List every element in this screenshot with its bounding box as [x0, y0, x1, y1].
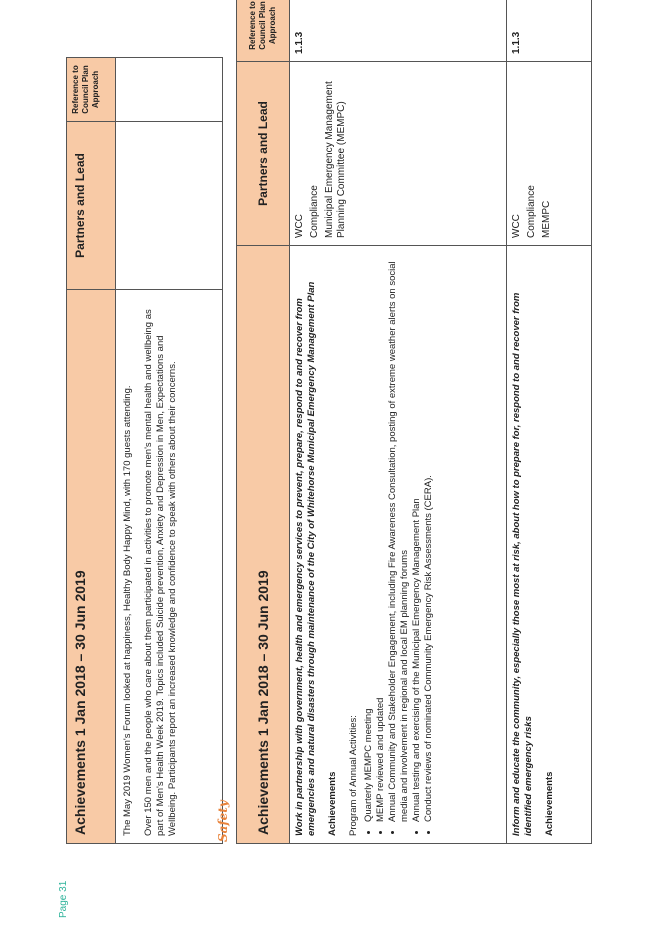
reference-value: 1.1.3 [511, 31, 522, 54]
partner-mempc: Municipal Emergency Management Planning Committee (MEMPC) [324, 81, 347, 238]
emergency-plan-heading: Work in partnership with government, health and emergency services to prevent, prepare, respond to and recover from emergencies and natural disasters through maintenance of the City of Whitehorse Municipal Emergency Management Plan [294, 281, 317, 836]
table-header-row [237, 0, 290, 844]
table-row [290, 0, 507, 844]
achievements-header: Achievements 1 Jan 2018 – 30 Jun 2019 [67, 290, 116, 844]
list-item: • Conduct reviews of nominated Community Emergency Risk Assessments (CERA). [423, 253, 435, 822]
achievements-label: Achievements [544, 771, 555, 836]
achievement-cell [290, 246, 507, 844]
partners-cell [116, 122, 223, 290]
reference-header: Reference to Council Plan Approach [237, 0, 290, 62]
list-item: • Annual testing and exercising of the Municipal Emergency Management Plan [411, 253, 423, 822]
list-item: • Quarterly MEMPC meeting [363, 253, 375, 822]
inform-educate-heading: Inform and educate the community, especially those most at risk, about how to prepare for, respond to and recover from identified emergency risks [511, 292, 534, 836]
reference-header: Reference to Council Plan Approach [67, 58, 116, 122]
reference-cell [116, 58, 223, 122]
table-header-row [67, 58, 116, 844]
safety-achievements-table [236, 0, 592, 844]
program-label: Program of Annual Activities: [348, 715, 359, 836]
partner-compliance: Compliance [526, 185, 537, 238]
list-item: • MEMP reviewed and updated [375, 253, 387, 822]
table-row [507, 0, 592, 844]
reference-cell [507, 0, 592, 62]
partner-wcc: WCC [511, 214, 522, 238]
section-heading-safety: Safety [216, 800, 230, 842]
mens-health-paragraph: Over 150 men and the people who care about them participated in activities to promote men's mental health and wellbeing as part of Men's Health Week 2019. Topics included Suicide prevention, Anxiety and Depression in Men, Expectations and Wellbeing. Participants report an increased knowledge and confidence to speak with others about their concerns. [143, 309, 178, 836]
page-number: Page 31 [58, 880, 69, 918]
achievement-cell [507, 246, 592, 844]
achievements-label: Achievements [327, 771, 338, 836]
achievements-header: Achievements 1 Jan 2018 – 30 Jun 2019 [237, 246, 290, 844]
partners-cell [290, 62, 507, 246]
reference-value: 1.1.3 [294, 31, 305, 54]
partners-header: Partners and Lead [237, 62, 290, 246]
womens-forum-paragraph: The May 2019 Women's Forum looked at happiness, Healthy Body Happy Mind, with 170 guests attending. [122, 385, 133, 836]
list-item: • Annual Community and Stakeholder Engagement, including Fire Awareness Consultation, posting of extreme weather alerts on social media and involvement in regional and local EM planning forums [387, 253, 411, 822]
reference-cell [290, 0, 507, 62]
activities-list [363, 253, 435, 836]
partners-header: Partners and Lead [67, 122, 116, 290]
table-row [116, 58, 223, 844]
partners-cell [507, 62, 592, 246]
achievement-cell [116, 290, 223, 844]
partner-compliance: Compliance [309, 185, 320, 238]
partner-mempc: MEMPC [541, 200, 552, 238]
health-achievements-table [66, 57, 223, 844]
partner-wcc: WCC [294, 214, 305, 238]
